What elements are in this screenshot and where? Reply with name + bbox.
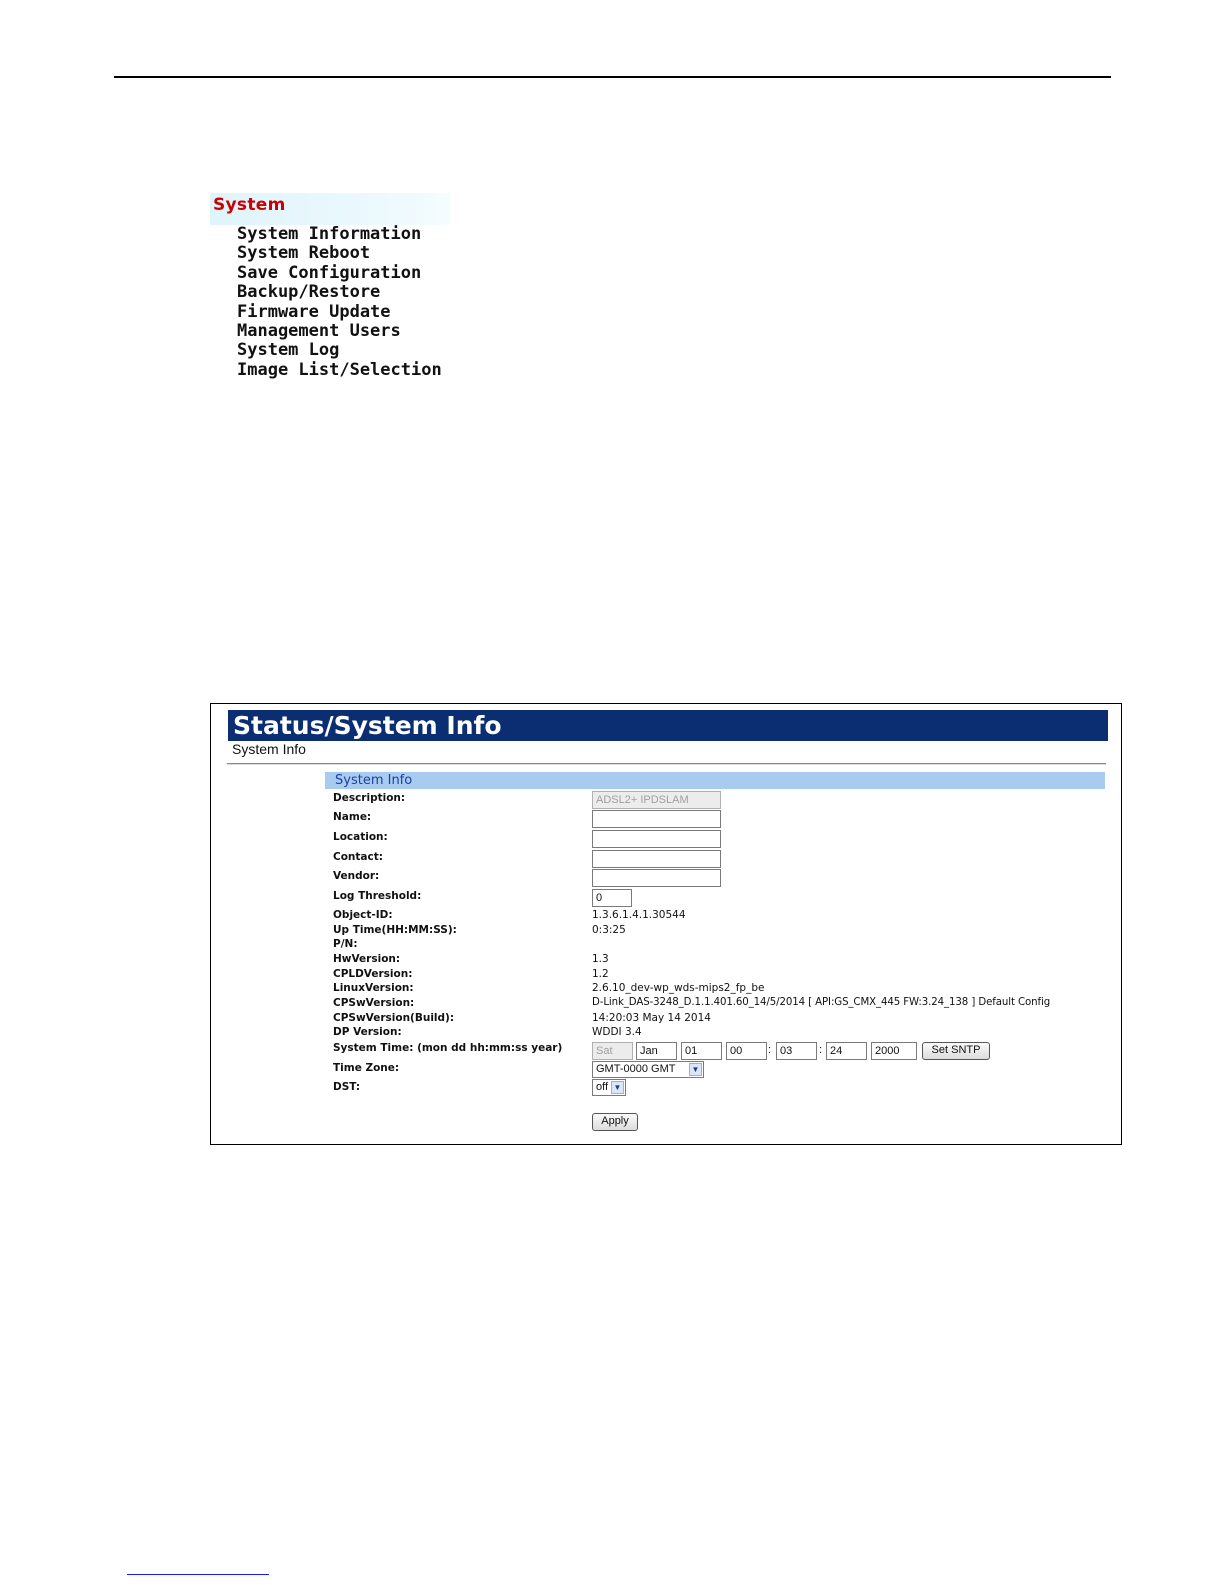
- cpsw-version-label: CPSwVersion:: [333, 997, 415, 1009]
- up-time-value: 0:3:25: [592, 924, 626, 936]
- divider: [227, 763, 1106, 765]
- year-field[interactable]: 2000: [871, 1042, 917, 1060]
- linux-version-value: 2.6.10_dev-wp_wds-mips2_fp_be: [592, 982, 765, 994]
- time-separator: :: [819, 1044, 823, 1056]
- description-label: Description:: [333, 792, 406, 804]
- weekday-field: Sat: [592, 1042, 633, 1060]
- menu-item-save-configuration[interactable]: Save Configuration: [237, 262, 422, 283]
- system-time-label: System Time: (mon dd hh:mm:ss year): [333, 1042, 563, 1054]
- time-zone-value: GMT-0000 GMT: [596, 1063, 676, 1075]
- menu-item-management-users[interactable]: Management Users: [237, 321, 401, 342]
- system-menu-header: [210, 193, 450, 225]
- cpld-version-label: CPLDVersion:: [333, 968, 413, 980]
- vendor-field[interactable]: [592, 869, 721, 887]
- dp-version-value: WDDI 3.4: [592, 1026, 642, 1038]
- log-threshold-field[interactable]: 0: [592, 889, 632, 907]
- cpsw-build-value: 14:20:03 May 14 2014: [592, 1012, 711, 1024]
- dst-select[interactable]: [592, 1079, 626, 1096]
- page-title: Status/System Info: [233, 711, 502, 740]
- hw-version-value: 1.3: [592, 953, 609, 965]
- menu-item-backup-restore[interactable]: Backup/Restore: [237, 282, 381, 303]
- set-sntp-button[interactable]: Set SNTP: [922, 1042, 990, 1060]
- hour-field[interactable]: 00: [726, 1042, 767, 1060]
- linux-version-label: LinuxVersion:: [333, 982, 414, 994]
- menu-item-system-information[interactable]: System Information: [237, 224, 422, 244]
- hw-version-label: HwVersion:: [333, 953, 401, 965]
- name-label: Name:: [333, 811, 372, 823]
- vendor-label: Vendor:: [333, 870, 380, 882]
- apply-button[interactable]: Apply: [592, 1113, 638, 1131]
- system-menu-title: System: [213, 195, 286, 215]
- section-title: System Info: [335, 773, 413, 788]
- day-field[interactable]: 01: [681, 1042, 722, 1060]
- page-title-bar: [228, 710, 1108, 741]
- system-menu: [210, 193, 450, 385]
- up-time-label: Up Time(HH:MM:SS):: [333, 924, 457, 936]
- footer-link-underline: [127, 1574, 269, 1575]
- object-id-value: 1.3.6.1.4.1.30544: [592, 909, 686, 921]
- dst-label: DST:: [333, 1081, 361, 1093]
- month-field[interactable]: Jan: [636, 1042, 677, 1060]
- menu-item-system-reboot[interactable]: System Reboot: [237, 243, 371, 264]
- minute-field[interactable]: 03: [776, 1042, 817, 1060]
- page-top-rule: [114, 76, 1111, 78]
- contact-field[interactable]: [592, 850, 721, 868]
- system-info-screenshot: [210, 703, 1122, 1145]
- dst-value: off: [596, 1081, 609, 1093]
- cpsw-version-value: D-Link_DAS-3248_D.1.1.401.60_14/5/2014 [ API:GS_CMX_445 FW:3.24_138 ] Default Config: [592, 997, 1051, 1008]
- time-zone-label: Time Zone:: [333, 1062, 400, 1074]
- menu-item-image-list-selection[interactable]: Image List/Selection: [237, 359, 442, 380]
- menu-item-system-log[interactable]: System Log: [237, 340, 340, 361]
- chevron-down-icon: ▼: [689, 1063, 702, 1076]
- system-menu-items: [237, 225, 442, 380]
- location-field[interactable]: [592, 830, 721, 848]
- cpld-version-value: 1.2: [592, 968, 609, 980]
- menu-item-firmware-update[interactable]: Firmware Update: [237, 301, 391, 322]
- time-separator: :: [768, 1044, 772, 1056]
- dp-version-label: DP Version:: [333, 1026, 402, 1038]
- section-header: [325, 772, 1105, 789]
- object-id-label: Object-ID:: [333, 909, 393, 921]
- cpsw-build-label: CPSwVersion(Build):: [333, 1012, 455, 1024]
- chevron-down-icon: ▼: [611, 1081, 624, 1094]
- contact-label: Contact:: [333, 851, 383, 863]
- second-field[interactable]: 24: [826, 1042, 867, 1060]
- location-label: Location:: [333, 831, 388, 843]
- breadcrumb: System Info: [232, 741, 306, 757]
- time-zone-select[interactable]: [592, 1061, 704, 1078]
- description-field: ADSL2+ IPDSLAM: [592, 791, 721, 809]
- pn-label: P/N:: [333, 938, 358, 950]
- log-threshold-label: Log Threshold:: [333, 890, 422, 902]
- name-field[interactable]: [592, 810, 721, 828]
